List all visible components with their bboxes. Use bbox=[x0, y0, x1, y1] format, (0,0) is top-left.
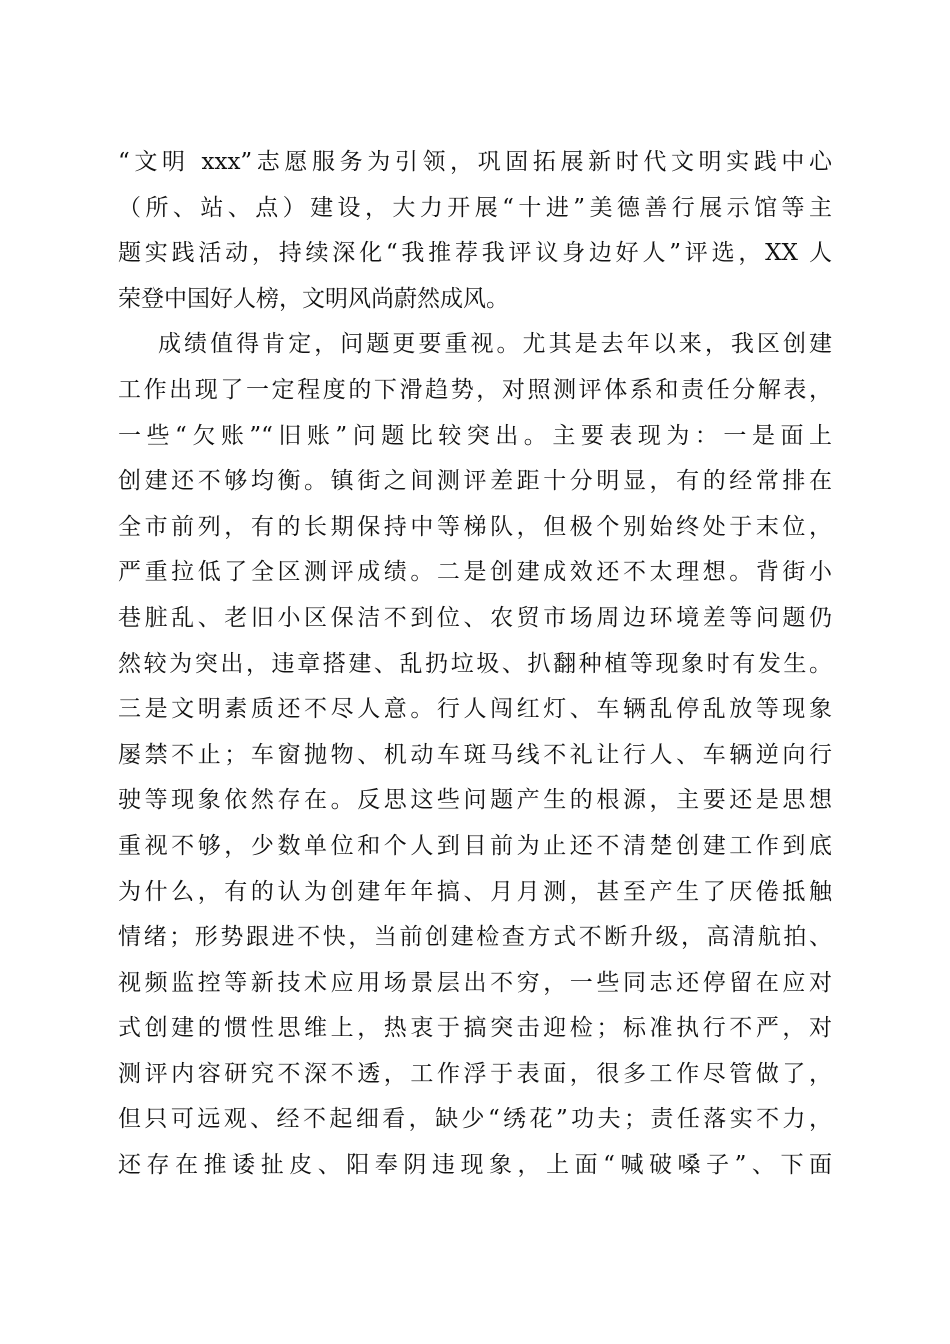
paragraph-2-line: 为什么，有的认为创建年年搞、月月测，甚至产生了厌倦抵触 bbox=[118, 878, 832, 905]
paragraph-2-line: 测评内容研究不深不透，工作浮于表面，很多工作尽管做了， bbox=[118, 1060, 832, 1087]
paragraph-2-line: 情绪；形势跟进不快，当前创建检查方式不断升级，高清航拍、 bbox=[118, 924, 832, 951]
paragraph-2-line: 式创建的惯性思维上，热衷于搞突击迎检；标准执行不严，对 bbox=[118, 1015, 832, 1042]
paragraph-2-line: 屡禁不止；车窗抛物、机动车斑马线不礼让行人、车辆逆向行 bbox=[118, 741, 832, 768]
paragraph-2-line: 一些“欠账”“旧账”问题比较突出。主要表现为：一是面上 bbox=[118, 422, 832, 449]
paragraph-2-line: 但只可远观、经不起细看，缺少“绣花”功夫；责任落实不力， bbox=[118, 1106, 832, 1133]
paragraph-2-line: 驶等现象依然存在。反思这些问题产生的根源，主要还是思想 bbox=[118, 787, 832, 814]
paragraph-1-line: “文明 xxx”志愿服务为引领，巩固拓展新时代文明实践中心 bbox=[118, 149, 832, 175]
paragraph-2-line: 巷脏乱、老旧小区保洁不到位、农贸市场周边环境差等问题仍 bbox=[118, 604, 832, 631]
paragraph-2-line: 然较为突出，违章搭建、乱扔垃圾、扒翻种植等现象时有发生。 bbox=[118, 650, 832, 677]
document-body bbox=[118, 140, 832, 1189]
paragraph-2-line: 成绩值得肯定，问题更要重视。尤其是去年以来，我区创建 bbox=[158, 331, 832, 358]
paragraph-2-line: 工作出现了一定程度的下滑趋势，对照测评体系和责任分解表， bbox=[118, 376, 832, 403]
paragraph-2-line: 严重拉低了全区测评成绩。二是创建成效还不太理想。背街小 bbox=[118, 559, 832, 586]
paragraph-2-line: 还存在推诿扯皮、阳奉阴违现象，上面“喊破嗓子”、下面 bbox=[118, 1152, 832, 1179]
paragraph-2-line: 视频监控等新技术应用场景层出不穷，一些同志还停留在应对 bbox=[118, 969, 832, 996]
paragraph-1-line: （所、站、点）建设，大力开展“十进”美德善行展示馆等主 bbox=[118, 194, 832, 221]
paragraph-2-line: 创建还不够均衡。镇街之间测评差距十分明显，有的经常排在 bbox=[118, 468, 832, 495]
paragraph-1-line: 荣登中国好人榜，文明风尚蔚然成风。 bbox=[118, 285, 509, 312]
paragraph-2-line: 三是文明素质还不尽人意。行人闯红灯、车辆乱停乱放等现象 bbox=[118, 696, 832, 723]
paragraph-2-line: 重视不够，少数单位和个人到目前为止还不清楚创建工作到底 bbox=[118, 832, 832, 859]
paragraph-2-line: 全市前列，有的长期保持中等梯队，但极个别始终处于末位， bbox=[118, 513, 832, 540]
paragraph-1-line: 题实践活动，持续深化“我推荐我评议身边好人”评选，XX 人 bbox=[118, 240, 832, 267]
